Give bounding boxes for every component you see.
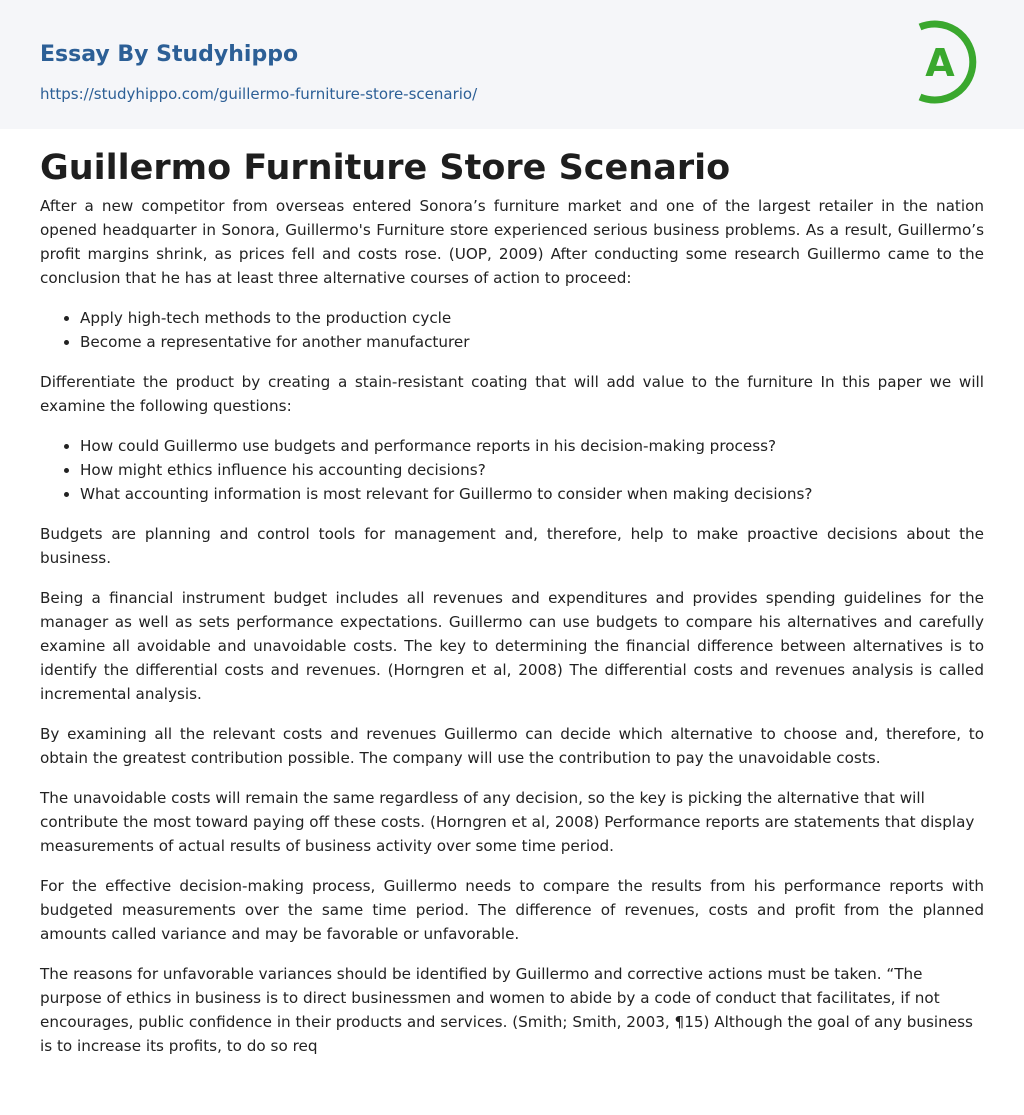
site-header (0, 0, 1024, 129)
paragraph-8: The reasons for unfavorable variances should be identified by Guillermo and corrective actions must be taken. “The purpose of ethics in business is to direct businessmen and women to abide by a code of conduct that facilitates, if not encourages, public confidence in their products and services. (Smith; Smith, 2003, ¶15) Although the goal of any business is to increase its profits, to do so req (40, 965, 973, 1055)
list-item: • Apply high-tech methods to the production cycle (80, 306, 984, 330)
source-url-link[interactable]: https://studyhippo.com/guillermo-furniture-store-scenario/ (40, 85, 478, 103)
paragraph-6: The unavoidable costs will remain the same regardless of any decision, so the key is picking the alternative that will contribute the most toward paying off these costs. (Horngren et al, 2008) Performance reports are statements that display measurements of actual results of business activity over some time period. (40, 789, 975, 855)
paragraph-2: Differentiate the product by creating a stain-resistant coating that will add value to the furniture In this paper we will examine the following questions: (40, 373, 984, 415)
studyhippo-logo-icon[interactable] (910, 19, 986, 105)
list-item: • How might ethics influence his accounting decisions? (80, 458, 984, 482)
article (0, 129, 1024, 1058)
paragraph-7: For the effective decision-making process, Guillermo needs to compare the results from his performance reports with budgeted measurements over the same time period. The difference of revenues, costs and profit from the planned amounts called variance and may be favorable or unfavorable. (40, 877, 984, 943)
logo-letter: A (925, 41, 955, 85)
list-item: • How could Guillermo use budgets and performance reports in his decision-making process? (80, 434, 984, 458)
questions-list (40, 434, 984, 506)
brand-title[interactable]: Essay By Studyhippo (40, 42, 299, 67)
alternatives-list (40, 306, 984, 354)
paragraph-3: Budgets are planning and control tools for management and, therefore, help to make proactive decisions about the business. (40, 525, 984, 567)
list-item: • Become a representative for another manufacturer (80, 330, 984, 354)
paragraph-1: After a new competitor from overseas entered Sonora’s furniture market and one of the largest retailer in the nation opened headquarter in Sonora, Guillermo's Furniture store experienced serious business problems. As a result, Guillermo’s profit margins shrink, as prices fell and costs rose. (UOP, 2009) After conducting some research Guillermo came to the conclusion that he has at least three alternative courses of action to proceed: (40, 197, 984, 287)
page-title: Guillermo Furniture Store Scenario (40, 148, 731, 188)
paragraph-5: By examining all the relevant costs and revenues Guillermo can decide which alternative to choose and, therefore, to obtain the greatest contribution possible. The company will use the contribution to pay the unavoidable costs. (40, 725, 984, 767)
paragraph-4: Being a financial instrument budget includes all revenues and expenditures and provides spending guidelines for the manager as well as sets performance expectations. Guillermo can use budgets to compare his alternatives and carefully examine all avoidable and unavoidable costs. The key to determining the financial difference between alternatives is to identify the differential costs and revenues. (Horngren et al, 2008) The differential costs and revenues analysis is called incremental analysis. (40, 589, 984, 703)
list-item: • What accounting information is most relevant for Guillermo to consider when making decisions? (80, 482, 984, 506)
